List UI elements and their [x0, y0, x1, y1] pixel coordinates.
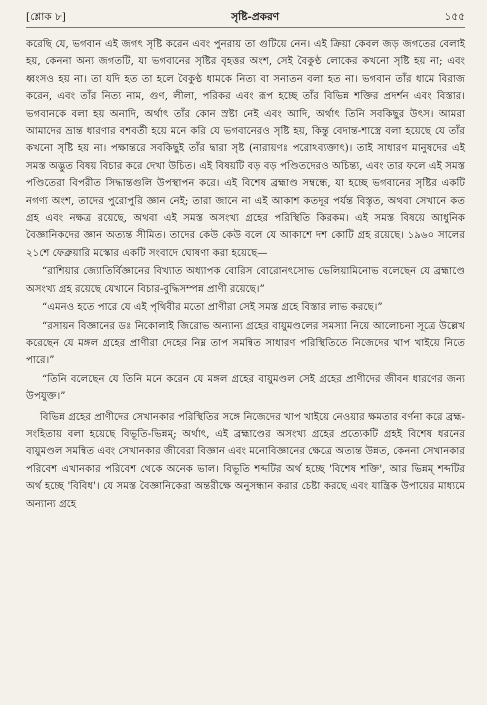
chapter-title: সৃষ্টি-প্রকরণ	[231, 11, 280, 23]
quote-paragraph: “রসায়ন বিজ্ঞানের ডঃ নিকোলাই জিরোভ অন্যান্য গ্রহের বায়ুমণ্ডলের সমস্যা নিয়ে আলোচনা সূত্রে উল্লেখ করেছেন যে মঙ্গল গ্রহের প্রাণীরা দেহের নিম্ন তাপ সমন্বিত সাধারণ পরিস্থিতিতে নিজেদের খাপ খাইয়ে নিতে পারে।”	[26, 320, 465, 367]
quote-paragraph: “তিনি বলেছেন যে তিনি মনে করেন যে মঙ্গল গ্রহের বায়ুমণ্ডল সেই গ্রহের প্রাণীদের জীবন ধারণের জন্য উপযুক্ত।”	[26, 373, 465, 403]
body-paragraph: করেছি যে, ভগবান এই জগৎ সৃষ্টি করেন এবং পুনরায় তা গুটিয়ে নেন। এই ক্রিয়া কেবল জড় জগতের বেলাই হয়, কেননা অন্য জগতটি, যা ভগবানের সৃষ্টির বৃহত্তর অংশ, সেই বৈকুণ্ঠ লোকের কখনো সৃষ্টি হয় না; এবং ধ্বংসও হয় না। তা যদি হত তা হলে বৈকুণ্ঠ ধামকে নিত্য বা সনাতন বলা হত না। ভগবান তাঁর ধামে বিরাজ করেন, এবং তাঁর নিত্য নাম, গুণ, লীলা, পরিকর এবং রূপ হচ্ছে তাঁর বিভিন্ন শক্তির প্রদর্শন এবং বিস্তার। ভগবানকে বলা হয় অনাদি, অর্থাৎ তাঁর কোন স্রষ্টা নেই এবং আদি, অর্থাৎ তিনি সবকিছুর উৎস। আমরা আমাদের ভ্রান্ত ধারণার বশবর্তী হয়ে মনে করি যে ভগবানেরও সৃষ্টি হয়, কিন্তু বেদান্ত-শাস্ত্রে বলা হয়েছে যে তাঁর কখনো সৃষ্টি হয় না। পক্ষান্তরে সবকিছুই তাঁর দ্বারা সৃষ্ট (নারায়ণঃ পরোঽব্যক্তাৎ)। তাই সাধারণ মানুষদের এই সমস্ত অদ্ভুত বিষয় বিচার করে দেখা উচিত। এই বিষয়টি বড় বড় পণ্ডিতদেরও অচিন্ত্য, এবং তার ফলে এই সমস্ত পণ্ডিতেরা বিপরীত সিদ্ধান্তগুলি উপস্থাপন করে। এই বিশেষ ব্রহ্মাণ্ড সম্বন্ধে, যা হচ্ছে ভগবানের সৃষ্টির একটি নগণ্য অংশ, তাদের পুরোপুরি জ্ঞান নেই; তারা জানে না এই আকাশ কতদূর পর্যন্ত বিস্তৃত, অথবা সেখানে কত গ্রহ এবং নক্ষত্র রয়েছে, অথবা এই সমস্ত অসংখ্য গ্রহের পরিস্থিতি কিরকম। এই সমস্ত বিষয়ে আধুনিক বৈজ্ঞানিকদের জ্ঞান অত্যন্ত সীমিত। তাদের কেউ কেউ বলে যে আকাশে দশ কোটি গ্রহ রয়েছে। ১৯৬০ সালের ২১শে ফেব্রুয়ারি মস্কোর একটি সংবাদে ঘোষণা করা হয়েছে—	[26, 39, 465, 259]
page-body	[26, 36, 465, 513]
quote-paragraph: “এমনও হতে পারে যে এই পৃথিবীর মতো প্রাণীরা সেই সমস্ত গ্রহে বিস্তার লাভ করছে।”	[42, 302, 383, 314]
closing-paragraph: বিভিন্ন গ্রহের প্রাণীদের সেখানকার পরিস্থিতির সঙ্গে নিজেদের খাপ খাইয়ে নেওয়ার ক্ষমতার বর্ণনা করে ব্রহ্ম-সংহিতায় বলা হয়েছে বিভূতি-ভিন্নম্; অর্থাৎ, এই ব্রহ্মাণ্ডের অসংখ্য গ্রহের প্রত্যেকটি গ্রহই বিশেষ ধরনের বায়ুমণ্ডল সমন্বিত এবং সেখানকার জীবেরা বিজ্ঞান এবং মনোবিজ্ঞানের ক্ষেত্রে অত্যন্ত উন্নত, কেননা সেখানকার পরিবেশ এখানকার পরিবেশ থেকে অনেক ভাল। বিভূতি শব্দটির অর্থ হচ্ছে 'বিশেষ শক্তি', আর ভিন্নম্ শব্দটির অর্থ হচ্ছে 'বিবিধ'। যে সমস্ত বৈজ্ঞানিকেরা অন্তরীক্ষে অনুসন্ধান করার চেষ্টা করছে এবং যান্ত্রিক উপায়ের মাধ্যমে অন্যান্য গ্রহে	[26, 411, 465, 510]
quote-paragraph: “রাশিয়ার জ্যোতির্বিজ্ঞানের বিখ্যাত অধ্যাপক বোরিস বোরোনৎসোভ ভেলিয়ামিনোভ বলেছেন যে ব্রহ্মাণ্ডে অসংখ্য গ্রহ রয়েছে যেখানে বিচার-বুদ্ধিসম্পন্ন প্রাণী রয়েছে।”	[26, 266, 465, 295]
running-header	[26, 10, 465, 28]
verse-reference: [শ্লোক ৮]	[26, 11, 66, 23]
page-number: ১৫৫	[444, 11, 465, 23]
